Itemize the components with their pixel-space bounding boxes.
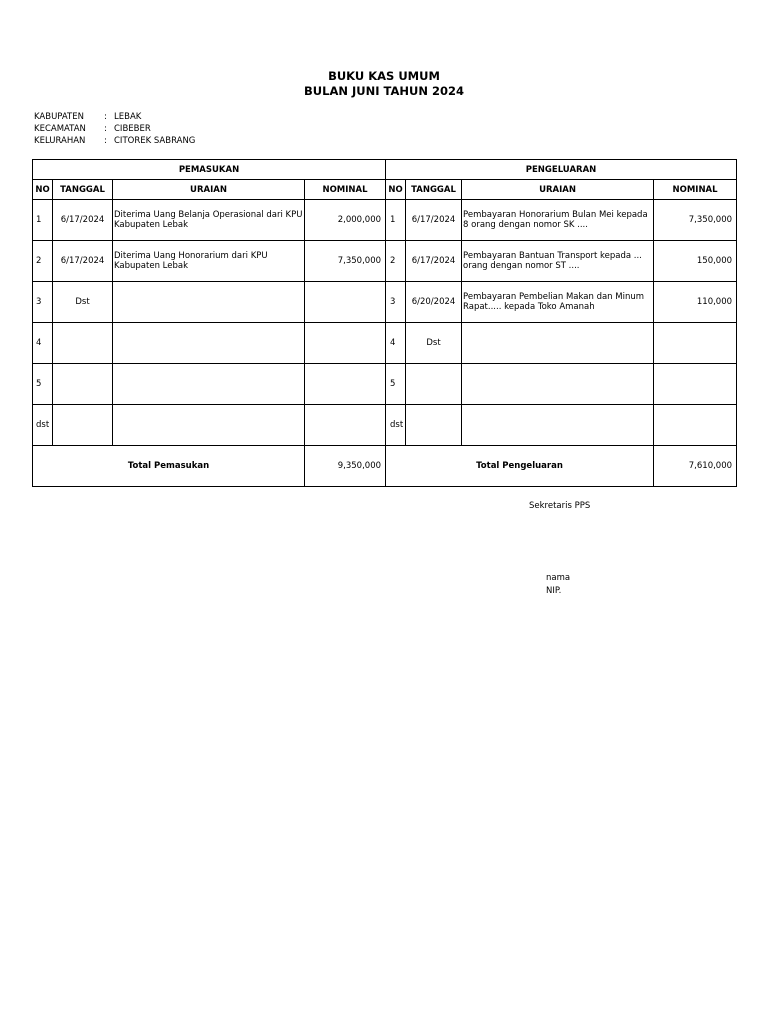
income-description [113,323,305,364]
income-description [113,364,305,405]
expense-no: 1 [386,200,406,241]
meta-row-kelurahan [34,135,195,147]
col-header-date: TANGGAL [53,180,113,200]
income-amount [305,405,386,446]
col-header-amount: NOMINAL [654,180,737,200]
income-amount: 7,350,000 [305,241,386,282]
income-date [53,323,113,364]
expense-description [462,323,654,364]
table-row [33,323,737,364]
expense-description [462,364,654,405]
income-date: Dst [53,282,113,323]
expense-amount: 110,000 [654,282,737,323]
total-expense-value: 7,610,000 [654,446,737,487]
expense-date: 6/17/2024 [406,241,462,282]
income-no: 3 [33,282,53,323]
expense-description: Pembayaran Pembelian Makan dan Minum Rapat..... kepada Toko Amanah [462,282,654,323]
meta-key: KECAMATAN [34,124,86,134]
expense-no: 2 [386,241,406,282]
signature-nip: NIP. [546,586,562,596]
meta-key: KELURAHAN [34,136,86,146]
cash-ledger-table [32,159,737,487]
income-section-header: PEMASUKAN [33,160,386,180]
income-no: 5 [33,364,53,405]
document-title: BUKU KAS UMUM [328,69,440,83]
income-description [113,405,305,446]
document-subtitle: BULAN JUNI TAHUN 2024 [304,84,464,98]
total-income-value: 9,350,000 [305,446,386,487]
expense-section-header: PENGELUARAN [386,160,737,180]
income-no: 2 [33,241,53,282]
meta-key: KABUPATEN [34,112,84,122]
expense-amount: 150,000 [654,241,737,282]
expense-date [406,364,462,405]
expense-no: 4 [386,323,406,364]
expense-description: Pembayaran Honorarium Bulan Mei kepada 8 orang dengan nomor SK .... [462,200,654,241]
table-row [33,364,737,405]
expense-description [462,405,654,446]
col-header-date: TANGGAL [406,180,462,200]
table-row [33,282,737,323]
income-no: 1 [33,200,53,241]
income-date: 6/17/2024 [53,200,113,241]
signature-role: Sekretaris PPS [529,501,591,511]
section-header-row [33,160,737,180]
income-description: Diterima Uang Honorarium dari KPU Kabupaten Lebak [113,241,305,282]
table-row [33,200,737,241]
meta-value: CIBEBER [114,124,151,134]
col-header-no: NO [33,180,53,200]
col-header-no: NO [386,180,406,200]
table-row [33,405,737,446]
expense-date: 6/17/2024 [406,200,462,241]
table-row [33,241,737,282]
expense-no: dst [386,405,406,446]
meta-separator: : [104,136,107,146]
meta-value: LEBAK [114,112,142,122]
expense-no: 3 [386,282,406,323]
expense-date: 6/20/2024 [406,282,462,323]
col-header-description: URAIAN [462,180,654,200]
meta-row-kecamatan [34,123,151,135]
income-amount [305,364,386,405]
col-header-amount: NOMINAL [305,180,386,200]
totals-row [33,446,737,487]
income-no: 4 [33,323,53,364]
signature-name: nama [546,573,571,583]
income-amount [305,323,386,364]
col-header-description: URAIAN [113,180,305,200]
column-header-row [33,180,737,200]
income-amount [305,282,386,323]
income-description [113,282,305,323]
expense-no: 5 [386,364,406,405]
income-date [53,405,113,446]
income-no: dst [33,405,53,446]
expense-amount [654,364,737,405]
meta-value: CITOREK SABRANG [114,136,196,146]
income-amount: 2,000,000 [305,200,386,241]
meta-separator: : [104,124,107,134]
expense-date: Dst [406,323,462,364]
expense-amount [654,323,737,364]
expense-description: Pembayaran Bantuan Transport kepada ... orang dengan nomor ST .... [462,241,654,282]
income-date: 6/17/2024 [53,241,113,282]
total-expense-label: Total Pengeluaran [386,446,654,487]
meta-separator: : [104,112,107,122]
meta-row-kabupaten [34,111,141,123]
income-description: Diterima Uang Belanja Operasional dari KPU Kabupaten Lebak [113,200,305,241]
total-income-label: Total Pemasukan [33,446,305,487]
expense-amount: 7,350,000 [654,200,737,241]
expense-date [406,405,462,446]
expense-amount [654,405,737,446]
income-date [53,364,113,405]
